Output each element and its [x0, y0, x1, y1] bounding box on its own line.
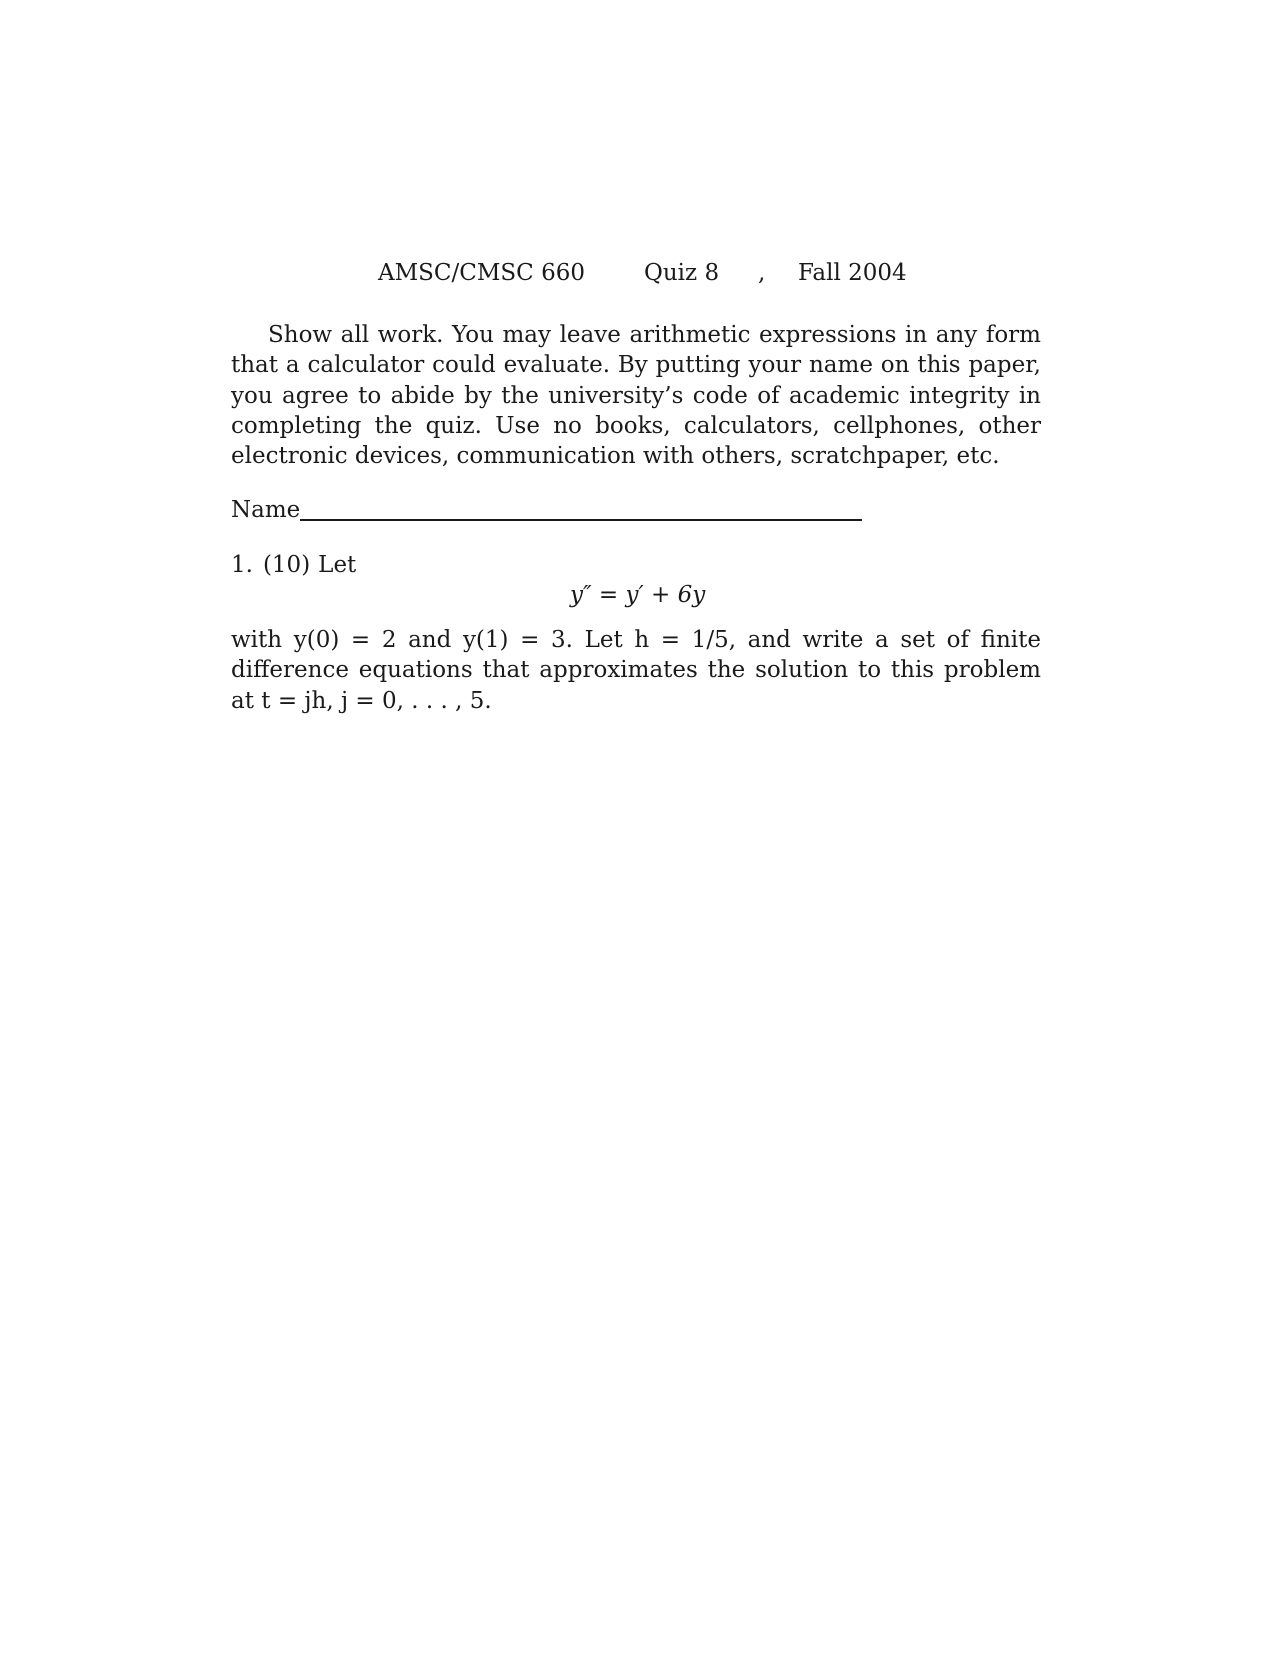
course-code: AMSC/CMSC 660 — [378, 260, 585, 286]
question-1-body: with y(0) = 2 and y(1) = 3. Let h = 1/5, and write a set of finite difference equations that approximates the solution to this problem at t = jh, j = 0, . . . , 5. — [231, 627, 1041, 714]
question-lead: Let — [318, 552, 357, 578]
question-1-equation — [570, 582, 705, 608]
term-label: Fall 2004 — [798, 260, 907, 286]
name-input-line[interactable] — [300, 519, 862, 521]
question-number: 1. — [231, 552, 253, 578]
instructions-paragraph: Show all work. You may leave arithmetic expressions in any form that a calculator could evaluate. By putting your name on this paper, you agree to abide by the university’s code of academic integrity in completing the quiz. Use no books, calculators, cellphones, other electronic devices, communication with others, scratchpaper, etc. — [231, 322, 1041, 470]
header-separator: , — [758, 260, 766, 286]
name-field-label: Name — [231, 497, 301, 523]
question-points: (10) — [262, 552, 311, 578]
question-1-heading — [231, 552, 356, 578]
equation-text: y″ = y′ + 6y — [570, 582, 706, 608]
quiz-title: Quiz 8 — [644, 260, 720, 286]
